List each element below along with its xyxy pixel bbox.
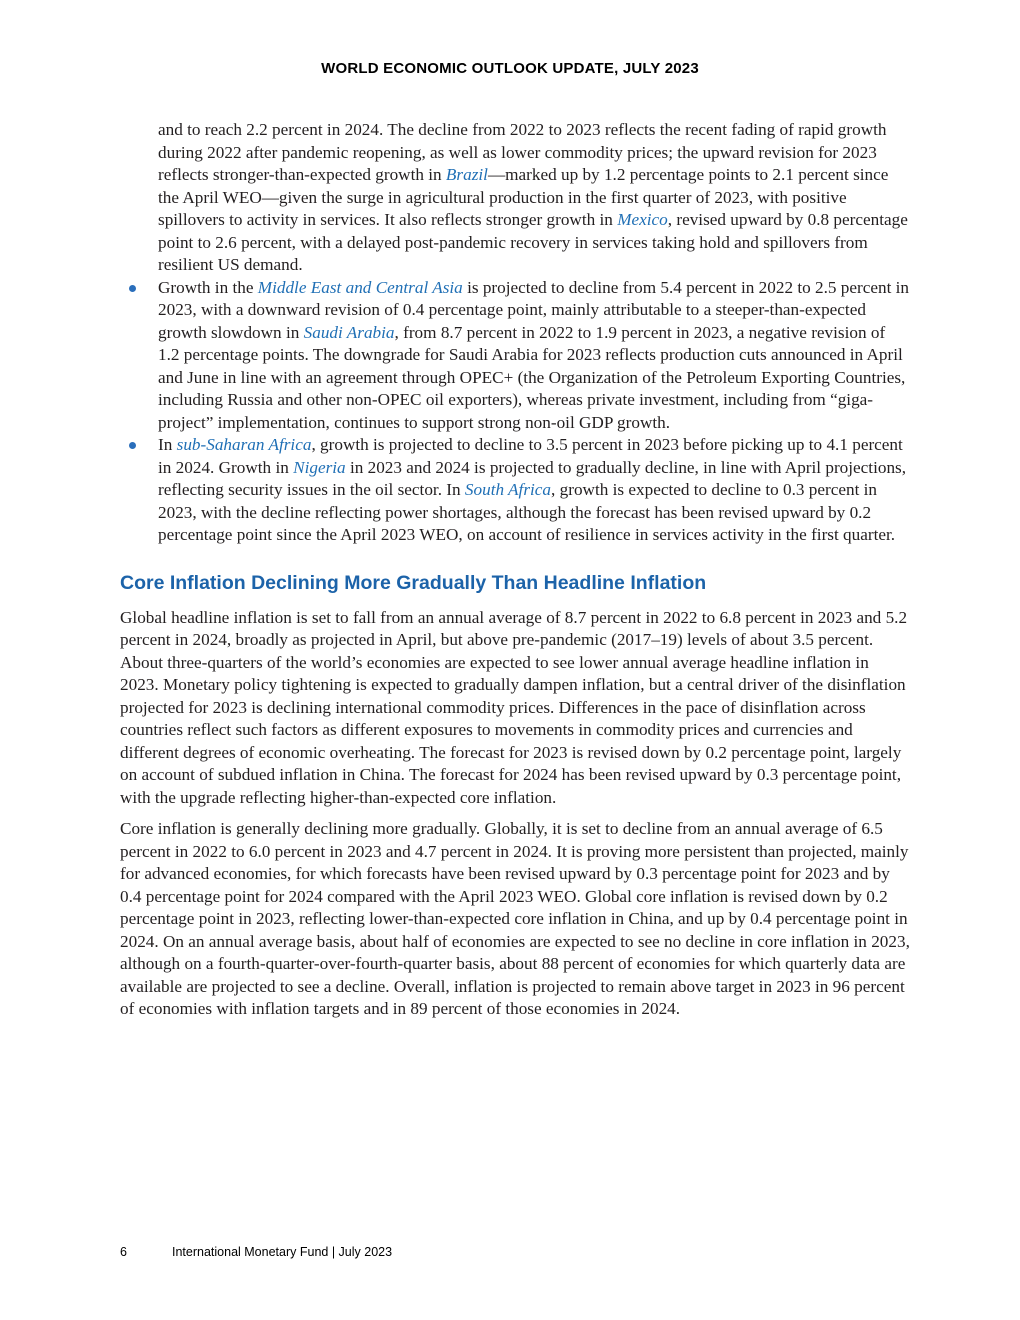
text-run: , from 8.7 percent in 2022 to 1.9 percent in 2023, a negative revision of 1.2 percentage points. The downgrade for Saudi Arabia for 2023 reflects production cuts announced in April and June in line with an agreement through OPEC+ (the Organization of the Petroleum Exporting Countries, including Russia and other non-OPEC oil exporters), whereas private investment, including from “giga-project” implementation, continues to support strong non-oil GDP growth. [158, 322, 906, 432]
running-header: WORLD ECONOMIC OUTLOOK UPDATE, JULY 2023 [321, 60, 699, 77]
link-saudi-arabia[interactable]: Saudi Arabia [303, 322, 395, 342]
link-mexico[interactable]: Mexico [617, 210, 668, 229]
text-run: In [158, 435, 177, 454]
body-paragraph-core-inflation: Core inflation is generally declining more gradually. Globally, it is set to decline from an annual average of 6.5 percent in 2022 to 6.0 percent in 2023 and 4.7 percent in 2024. It is proving more persistent than projected, mainly for advanced economies, for which forecasts have been revised upward by 0.3 percentage point for 2023 and by 0.4 percentage point for 2024 compared with the April 2023 WEO. Global core inflation is revised down by 0.2 percentage point in 2023, reflecting lower-than-expected core inflation in China, and up by 0.4 percentage point in 2024. On an annual average basis, about half of economies are expected to see no decline in core inflation in 2023, although on a fourth-quarter-over-fourth-quarter basis, about 88 percent of economies for which quarterly data are available are projected to see a decline. Overall, inflation is projected to remain above target in 2023 in 96 percent of economies with inflation targets and in 89 percent of those economies in 2024. [120, 819, 910, 1018]
footer-source: International Monetary Fund | July 2023 [172, 1245, 393, 1259]
link-middle-east-central-asia[interactable]: Middle East and Central Asia [257, 277, 463, 297]
continued-bullet-latin-america [120, 119, 910, 277]
bullet-dot-icon [129, 285, 136, 292]
text-run: Growth in the [158, 277, 258, 297]
link-south-africa[interactable]: South Africa [464, 480, 552, 499]
page-number: 6 [120, 1245, 127, 1259]
text-run: in 2023 and 2024 is projected to gradually decline, in line with April projections, reflecting security issues in the oil sector. In [158, 457, 907, 499]
bullet-middle-east [120, 277, 910, 435]
link-brazil[interactable]: Brazil [445, 165, 488, 184]
text-run: , growth is projected to decline to 3.5 percent in 2023 before picking up to 4.1 percent in 2024. Growth in [158, 435, 903, 477]
link-nigeria[interactable]: Nigeria [293, 457, 346, 477]
text-run: and to reach 2.2 percent in 2024. The decline from 2022 to 2023 reflects the recent fading of rapid growth during 2022 after pandemic reopening, as well as lower commodity prices; the upward revision for 2023 reflects stronger-than-expected growth in [158, 120, 887, 184]
text-run: is projected to decline from 5.4 percent in 2022 to 2.5 percent in 2023, with a downward revision of 0.4 percentage point, mainly attributable to a steeper-than-expected growth slowdown in [158, 277, 910, 342]
page-footer [120, 1245, 392, 1259]
text-run: , revised upward by 0.8 percentage point to 2.6 percent, with a delayed post-pandemic recovery in services taking hold and spillovers from resilient US demand. [158, 210, 908, 274]
link-sub-saharan-africa[interactable]: sub-Saharan Africa [176, 435, 312, 454]
text-run: —marked up by 1.2 percentage points to 2.1 percent since the April WEO—given the surge in agricultural production in the first quarter of 2023, with positive spillovers to activity in services. It also reflects stronger growth in [158, 165, 889, 229]
body-paragraph-headline-inflation: Global headline inflation is set to fall from an annual average of 8.7 percent in 2022 to 6.8 percent in 2023 and 5.2 percent in 2024, broadly as projected in April, but above pre-pandemic (2017–19) levels of about 3.5 percent. About three-quarters of the world’s economies are expected to see lower annual average headline inflation in 2023. Monetary policy tightening is expected to gradually dampen inflation, but a central driver of the disinflation projected for 2023 is declining international commodity prices. Differences in the pace of disinflation across countries reflect such factors as different exposures to movements in commodity prices and currencies and different degrees of economic overheating. The forecast for 2023 is revised down by 0.2 percentage point, largely on account of subdued inflation in China. The forecast for 2024 has been revised upward by 0.3 percentage point, with the upgrade reflecting higher-than-expected core inflation. [120, 607, 908, 807]
page-body [120, 119, 910, 1030]
text-run: , growth is expected to decline to 0.3 percent in 2023, with the decline reflecting power shortages, although the forecast has been revised upward by 0.2 percentage point since the April 2023 WEO, on account of resilience in services activity in the first quarter. [158, 480, 896, 544]
section-heading: Core Inflation Declining More Gradually Than Headline Inflation [120, 571, 707, 594]
bullet-sub-saharan-africa [120, 434, 910, 547]
bullet-dot-icon [129, 442, 136, 449]
